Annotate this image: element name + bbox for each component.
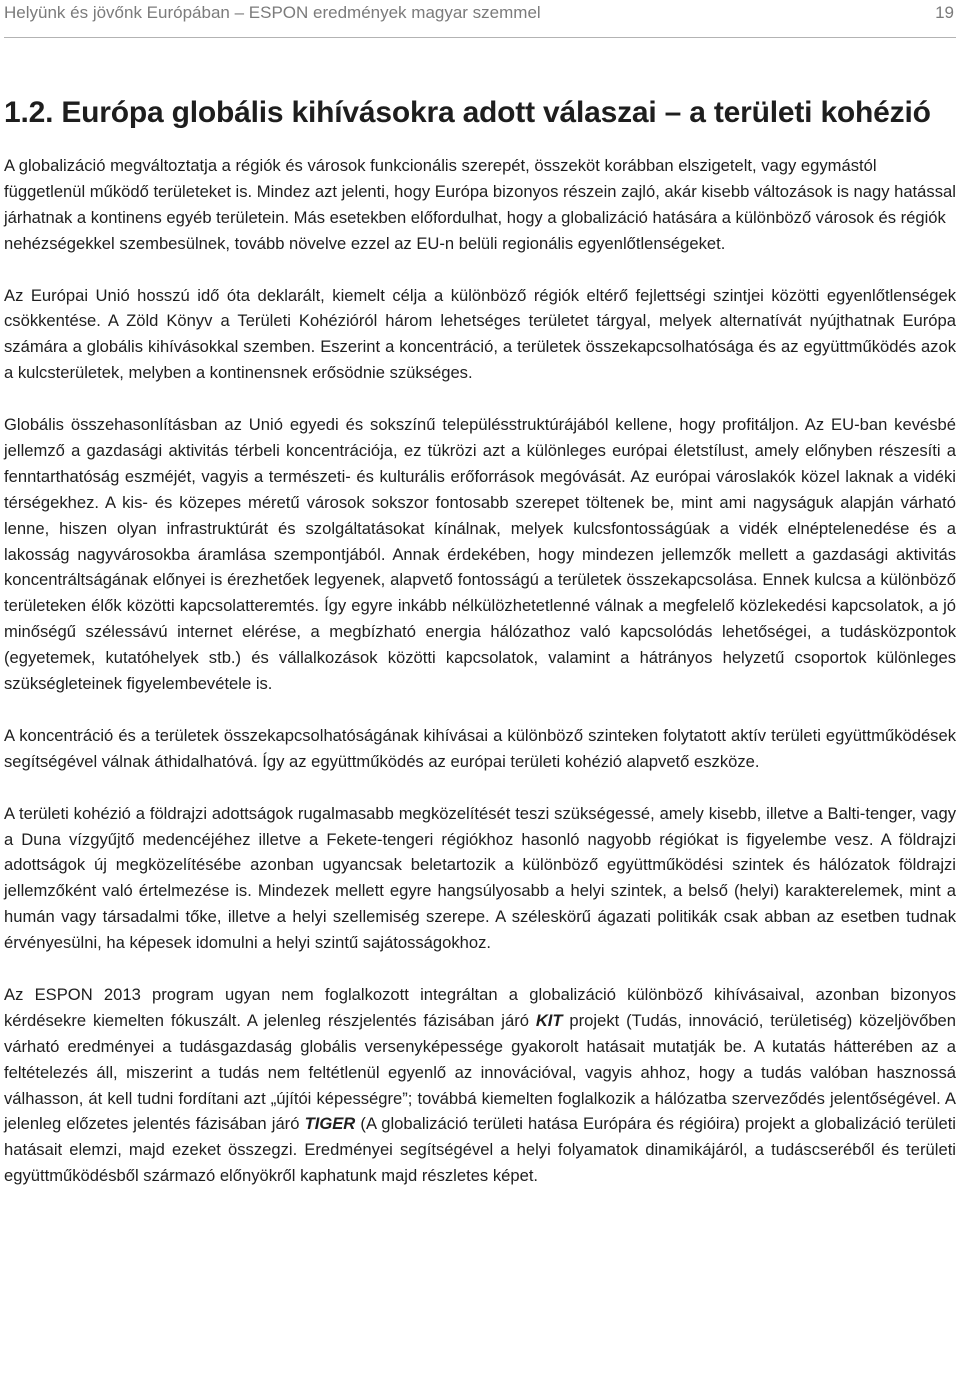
tiger-project-name: TIGER (304, 1114, 356, 1134)
paragraph-2: Az Európai Unió hosszú idő óta deklarált, kiemelt célja a különböző régiók eltérő fejlettségi szintjei közötti egyenlőtlenségek csökkentése. A Zöld Könyv a Területi Kohézióról három lehetséges területet tárgyal, melyek alternatívát nyújthatnak Európa számára a globális kihívásokkal szemben. Eszerint a koncentráció, a területek összekapcsolhatósága és az együttműködés azok a kulcsterületek, melyben a kontinensnek erősödnie szükséges. (4, 285, 956, 383)
paragraph-1: A globalizáció megváltoztatja a régiók és városok funkcionális szerepét, összeköt korábban elszigetelt, vagy egymástól függetlenül működő területeket is. Mindez azt jelenti, hogy Európa bizonyos részein zajló, akár kisebb változások is nagy hatással járhatnak a kontinens egyéb területein. Más esetekben előfordulhat, hogy a globalizáció hatására a különböző városok és régiók nehézségekkel szembesülnek, tovább növelve ezzel az EU-n belüli regionális egyenlőtlenségeket. (4, 156, 956, 253)
running-header-title: Helyünk és jövőnk Európában – ESPON eredmények magyar szemmel (4, 3, 541, 22)
header-divider (4, 37, 956, 38)
paragraph-6-part-2: projekt (Tudás, innováció, területiség) közeljövőben várható eredményei a tudásgazdaság globális versenyképessége gyakorolt hatásait mutatják be. A kutatás hátterében az a feltételezés áll, miszerint a tudás nem feltétlenül egyenlő az innovációval, vagyis ahhoz, hogy a tudás valóban hasznossá válhasson, át kell tudni fordítani azt „újítói képességre”; továbbá kiemelten foglalkozik a hálózatba szerveződés jelentőségével. A jelenleg előzetes jelentés fázisában járó (4, 1010, 957, 1134)
page-number: 19 (935, 3, 954, 22)
paragraph-6 (4, 982, 956, 1189)
paragraph-5: A területi kohézió a földrajzi adottságok rugalmasabb megközelítését teszi szükségessé, amely kisebb, illetve a Balti-tenger, vagy a Duna vízgyűjtő medencéjéhez illetve a Fekete-tengeri régiókhoz hasonló nagyobb régiókat is figyelembe vesz. A földrajzi adottságok új megközelítésébe azonban ugyancsak beletartozik a különböző együttműködési szintek és hálózatok földrajzi jellemzőként való értelmezése is. Mindezek mellett egyre hangsúlyosabb a helyi szintek, a belső (helyi) karakterelemek, mint a humán vagy társadalmi tőke, illetve a helyi szellemiség szerepe. A széleskörű ágazati politikák csak abban az esetben tudnak érvényesülni, ha képesek idomulni a helyi szintű sajátosságokhoz. (4, 803, 956, 953)
paragraph-3: Globális összehasonlításban az Unió egyedi és sokszínű településstruktúrájából kellene, hogy profitáljon. Az EU-ban kevésbé jellemző a gazdasági aktivitás térbeli koncentrációja, ez tükrözi azt a különleges európai életstílust, amely előnyben részesíti a fenntarthatóság eszméjét, vagyis a természeti- és kulturális erőforrások megóvását. Az európai városlakók közel laknak a vidéki térségekhez. A kis- és közepes méretű városok sokszor fontosabb szerepet töltenek be, mint ami nagyságuk alapján várható lenne, hiszen olyan infrastruktúrát és szolgáltatásokat kínálnak, melyek kulcsfontosságúak a vidék elnéptelenedése és a lakosság nagyvárosokba áramlása szempontjából. Annak érdekében, hogy mindezen jellemzők mellett a gazdasági aktivitás koncentráltságának előnyei is érezhetőek legyenek, alapvető fontosságú a területek összekapcsolása. Ennek kulcsa a különböző területeken élők közötti kapcsolatteremtés. Így egyre inkább nélkülözhetetlenné válnak a megfelelő közlekedési kapcsolatok, a jó minőségű szélessávú internet elérése, a megbízható energia hálózathoz való kapcsolódás lehetőségei, a tudásközpontok (egyetemek, kutatóhelyek stb.) és vállalkozások közötti kapcsolatok, valamint a hátrányos helyzetű csoportok különleges szükségleteinek figyelembevétele is. (4, 415, 956, 694)
kit-project-name: KIT (535, 1010, 563, 1030)
paragraph-4: A koncentráció és a területek összekapcsolhatóságának kihívásai a különböző szinteken folytatott aktív területi együttműködések segítségével válnak áthidalhatóvá. Így az együttműködés az európai területi kohézió alapvető eszköze. (4, 725, 956, 771)
body-text (4, 153, 956, 1189)
paragraph-6-part-3: (A globalizáció területi hatása Európára és régióira) projekt a globalizáció területi hatásait elemzi, majd ezeket összegzi. Eredményei segítségével a helyi folyamatok dinamikájáról, a tudáscseréből és területi együttműködésből származó előnyökről kaphatunk majd részletes képet. (4, 1114, 956, 1186)
running-header (4, 1, 954, 25)
paragraph-6-part-1: Az ESPON 2013 program ugyan nem foglalkozott integráltan a globalizáció különböző kihívásaival, azonban bizonyos kérdésekre kiemelten fókuszált. A jelenleg részjelentés fázisában járó (4, 984, 956, 1030)
section-heading: 1.2. Európa globális kihívásokra adott válaszai – a területi kohézió (4, 96, 931, 129)
